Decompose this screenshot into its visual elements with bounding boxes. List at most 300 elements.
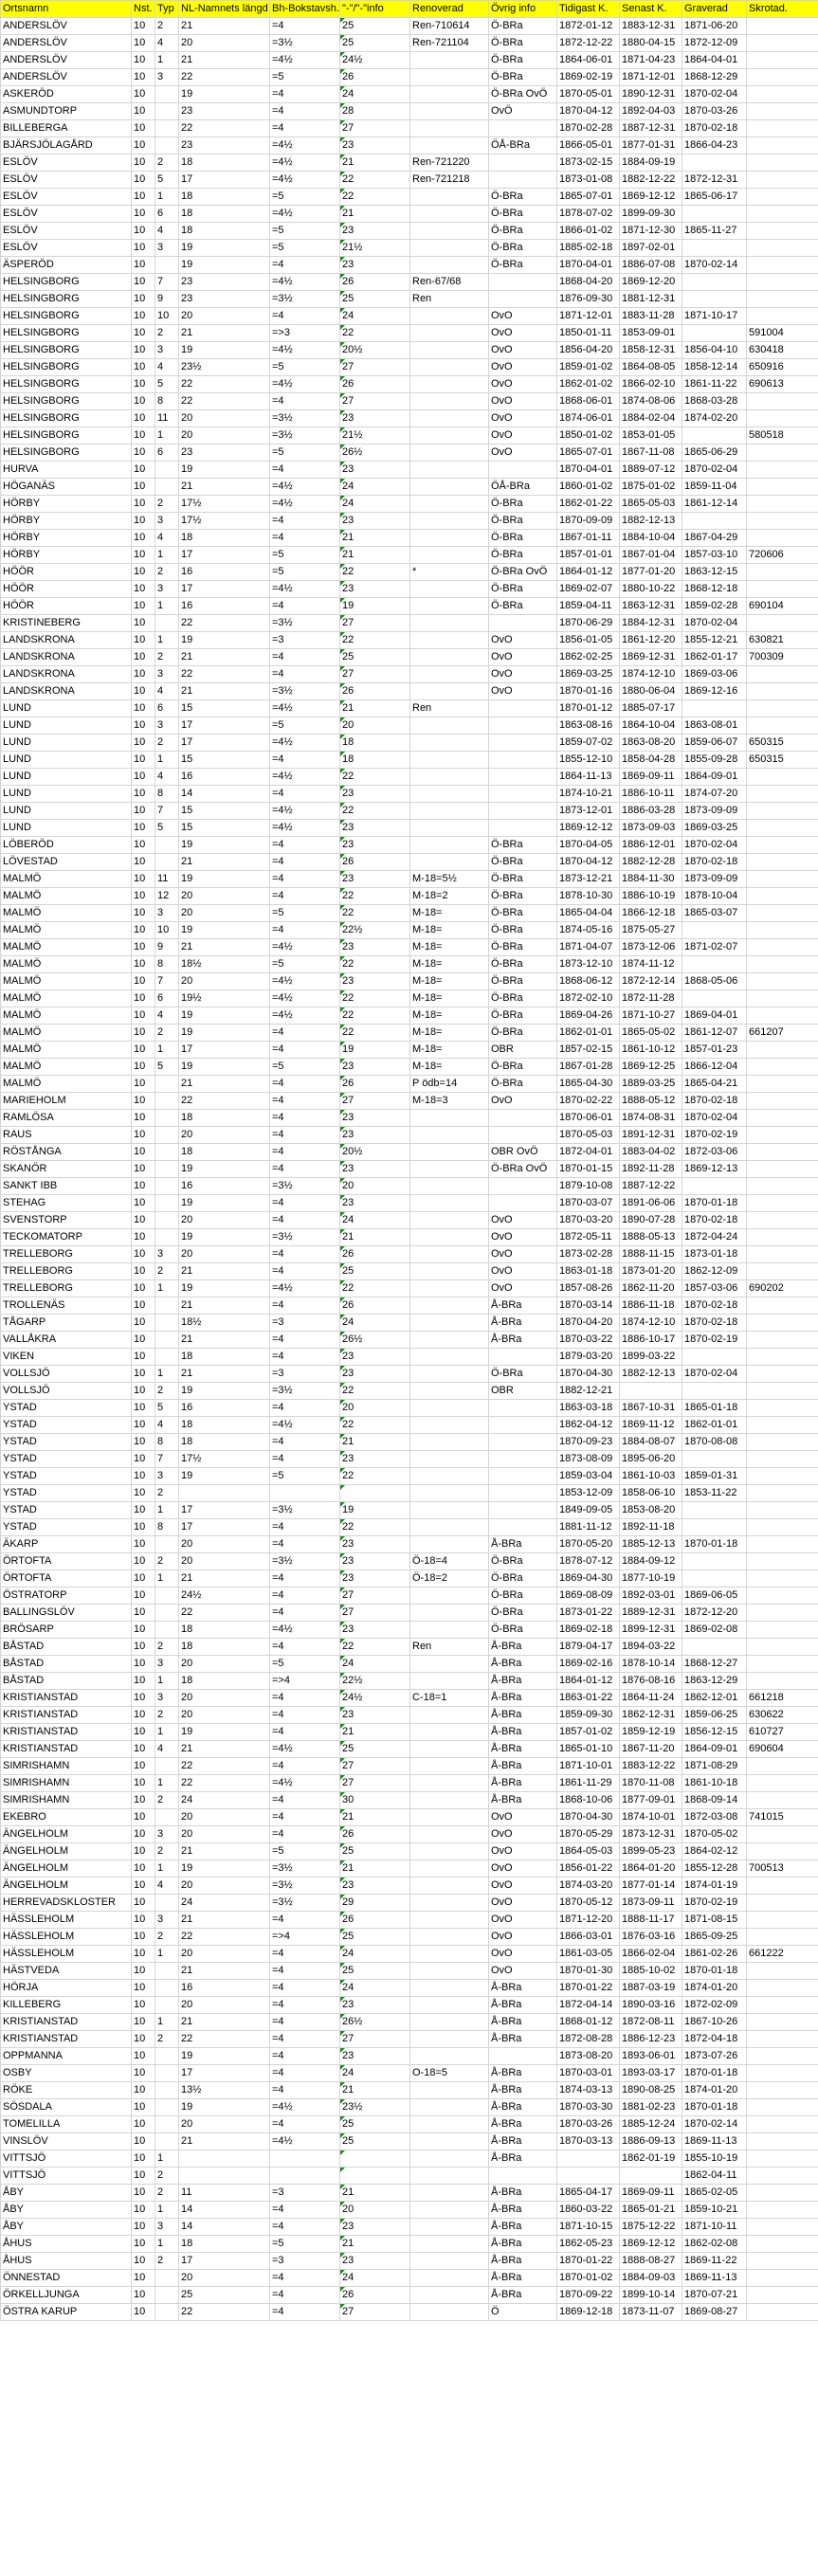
col-senast-cell[interactable]: 1888-11-15 (620, 1246, 682, 1263)
col-skrotad-cell[interactable] (747, 837, 818, 854)
col-senast-cell[interactable] (620, 1383, 682, 1400)
col-ortsnamn-cell[interactable]: HÄSTVEDA (1, 1963, 132, 1980)
col-skrotad-cell[interactable] (747, 2253, 818, 2270)
col-senast-cell[interactable]: 1863-12-31 (620, 598, 682, 615)
col-bh-bokstavsh-cell[interactable]: =4 (270, 1792, 340, 1809)
col-info-cell[interactable]: 25 (340, 2116, 410, 2133)
col-senast-cell[interactable]: 1886-07-08 (620, 257, 682, 274)
col-bh-bokstavsh-cell[interactable]: =3 (270, 632, 340, 649)
col-renoverad-cell[interactable] (410, 2236, 489, 2253)
col-senast-cell[interactable]: 1895-06-20 (620, 1451, 682, 1468)
col-info-cell[interactable]: 23 (340, 1553, 410, 1570)
col-graverad-cell[interactable] (682, 1451, 747, 1468)
col-nl-langd-cell[interactable]: 21 (179, 1263, 270, 1280)
col-bh-bokstavsh-cell[interactable]: =4 (270, 1195, 340, 1212)
col-nl-langd-cell[interactable]: 16 (179, 598, 270, 615)
col-graverad-cell[interactable]: 1862-02-08 (682, 2236, 747, 2253)
col-graverad-cell[interactable]: 1864-02-12 (682, 1843, 747, 1860)
col-ovrig-info-cell[interactable] (489, 1349, 557, 1366)
col-renoverad-cell[interactable]: M-18= (410, 973, 489, 990)
col-info-cell[interactable]: 27 (340, 1775, 410, 1792)
col-ovrig-info-cell[interactable]: OvO (489, 359, 557, 376)
col-ovrig-info-cell[interactable]: Å-BRa (489, 2253, 557, 2270)
col-nl-langd-cell[interactable]: 16 (179, 1400, 270, 1417)
col-tidigast-cell[interactable]: 1870-03-14 (557, 1297, 620, 1315)
col-graverad-cell[interactable]: 1869-06-05 (682, 1587, 747, 1605)
col-tidigast-cell[interactable]: 1870-04-12 (557, 103, 620, 120)
col-ortsnamn-cell[interactable]: HÖGANÄS (1, 479, 132, 496)
col-nst-cell[interactable]: 10 (132, 1195, 155, 1212)
col-typ-cell[interactable]: 4 (155, 683, 179, 700)
col-info-cell[interactable]: 26 (340, 274, 410, 291)
col-graverad-cell[interactable]: 1869-03-06 (682, 666, 747, 683)
col-renoverad-cell[interactable]: C-18=1 (410, 1690, 489, 1707)
col-skrotad-cell[interactable] (747, 240, 818, 257)
col-ortsnamn-cell[interactable]: ÅBY (1, 2202, 132, 2219)
col-renoverad-cell[interactable] (410, 1792, 489, 1809)
col-tidigast-cell[interactable]: 1879-10-08 (557, 1178, 620, 1195)
col-bh-bokstavsh-cell[interactable]: =>4 (270, 1673, 340, 1690)
col-senast-cell[interactable]: 1866-02-04 (620, 1946, 682, 1963)
col-graverad-cell[interactable]: 1856-04-10 (682, 342, 747, 359)
col-nl-langd-cell[interactable]: 17 (179, 172, 270, 189)
col-info-cell[interactable]: 25 (340, 35, 410, 52)
col-typ-cell[interactable] (155, 479, 179, 496)
col-tidigast-cell[interactable]: 1873-12-21 (557, 871, 620, 888)
col-senast-cell[interactable]: 1869-12-20 (620, 274, 682, 291)
col-info-cell[interactable]: 26½ (340, 2014, 410, 2031)
col-senast-cell[interactable]: 1874-12-10 (620, 1315, 682, 1332)
col-graverad-cell[interactable]: 1858-12-14 (682, 359, 747, 376)
col-info-cell[interactable]: 28 (340, 103, 410, 120)
col-graverad-cell[interactable] (682, 1502, 747, 1519)
col-skrotad-cell[interactable] (747, 1042, 818, 1059)
col-ortsnamn-cell[interactable]: LUND (1, 769, 132, 786)
col-info-cell[interactable] (340, 2150, 410, 2168)
col-graverad-cell[interactable]: 1874-01-20 (682, 2082, 747, 2099)
col-ovrig-info-cell[interactable]: OvO (489, 1895, 557, 1912)
col-tidigast-cell[interactable]: 1872-04-14 (557, 1997, 620, 2014)
col-typ-cell[interactable] (155, 1332, 179, 1349)
col-senast-cell[interactable]: 1853-01-05 (620, 427, 682, 444)
col-tidigast-cell[interactable]: 1869-04-30 (557, 1570, 620, 1587)
col-nl-langd-cell[interactable]: 21 (179, 1843, 270, 1860)
col-info-cell[interactable]: 27 (340, 2304, 410, 2321)
col-senast-cell[interactable]: 1884-09-12 (620, 1553, 682, 1570)
col-info-cell[interactable]: 26 (340, 2287, 410, 2304)
col-ortsnamn-cell[interactable]: HELSINGBORG (1, 444, 132, 462)
col-tidigast-cell[interactable]: 1870-05-03 (557, 1127, 620, 1144)
col-nl-langd-cell[interactable]: 19 (179, 2099, 270, 2116)
col-skrotad-cell[interactable] (747, 666, 818, 683)
col-ortsnamn-cell[interactable]: HÖÖR (1, 581, 132, 598)
col-renoverad-cell[interactable] (410, 1519, 489, 1536)
col-bh-bokstavsh-cell[interactable]: =3½ (270, 1229, 340, 1246)
col-tidigast-cell[interactable]: 1874-03-13 (557, 2082, 620, 2099)
col-graverad-cell[interactable]: 1870-02-19 (682, 1895, 747, 1912)
col-renoverad-cell[interactable]: Ren-721218 (410, 172, 489, 189)
col-ovrig-info-cell[interactable]: Ö-BRa (489, 69, 557, 86)
col-info-cell[interactable]: 23 (340, 581, 410, 598)
col-nst-cell[interactable]: 10 (132, 189, 155, 206)
col-info-cell[interactable]: 21 (340, 1434, 410, 1451)
col-tidigast-cell[interactable]: 1850-01-11 (557, 325, 620, 342)
col-nst-cell[interactable]: 10 (132, 956, 155, 973)
col-nl-langd-cell[interactable]: 20 (179, 2116, 270, 2133)
col-skrotad-cell[interactable] (747, 1758, 818, 1775)
col-tidigast-cell[interactable]: 1856-04-20 (557, 342, 620, 359)
col-graverad-cell[interactable]: 1863-08-01 (682, 717, 747, 735)
col-skrotad-cell[interactable] (747, 274, 818, 291)
col-graverad-cell[interactable]: 1865-04-21 (682, 1076, 747, 1093)
col-senast-cell[interactable]: 1888-05-12 (620, 1093, 682, 1110)
col-bh-bokstavsh-cell[interactable]: =4 (270, 120, 340, 137)
col-nl-langd-cell[interactable]: 22 (179, 2304, 270, 2321)
col-typ-cell[interactable] (155, 2304, 179, 2321)
col-graverad-cell[interactable]: 1855-12-28 (682, 1860, 747, 1878)
col-senast-cell[interactable]: 1886-10-17 (620, 1332, 682, 1349)
col-tidigast-cell[interactable]: 1861-03-05 (557, 1946, 620, 1963)
col-info-cell[interactable]: 21 (340, 547, 410, 564)
col-skrotad-cell[interactable] (747, 172, 818, 189)
col-senast-cell[interactable]: 1859-12-19 (620, 1724, 682, 1741)
col-nl-langd-cell[interactable]: 11 (179, 2185, 270, 2202)
col-renoverad-cell[interactable]: M-18= (410, 922, 489, 939)
col-bh-bokstavsh-cell[interactable]: =4 (270, 530, 340, 547)
col-bh-bokstavsh-cell[interactable]: =4 (270, 1263, 340, 1280)
col-nl-langd-cell[interactable]: 17 (179, 2253, 270, 2270)
col-typ-cell[interactable]: 1 (155, 2014, 179, 2031)
col-senast-cell[interactable]: 1893-06-01 (620, 2048, 682, 2065)
col-nst-cell[interactable]: 10 (132, 274, 155, 291)
col-renoverad-cell[interactable]: Ö-18=4 (410, 1553, 489, 1570)
col-nst-cell[interactable]: 10 (132, 1315, 155, 1332)
col-graverad-cell[interactable]: 1870-02-14 (682, 2116, 747, 2133)
col-tidigast-cell[interactable]: 1872-08-28 (557, 2031, 620, 2048)
col-tidigast-cell[interactable]: 1873-08-09 (557, 1451, 620, 1468)
col-ortsnamn-cell[interactable]: ÄNGELHOLM (1, 1843, 132, 1860)
col-ovrig-info-cell[interactable]: Å-BRa (489, 1980, 557, 1997)
col-senast-cell[interactable]: 1892-11-28 (620, 1161, 682, 1178)
col-bh-bokstavsh-cell[interactable] (270, 1485, 340, 1502)
col-nl-langd-cell[interactable]: 14 (179, 2202, 270, 2219)
col-bh-bokstavsh-cell[interactable]: =4 (270, 1724, 340, 1741)
col-nst-cell[interactable]: 10 (132, 939, 155, 956)
col-graverad-cell[interactable]: 1865-06-17 (682, 189, 747, 206)
col-ortsnamn-cell[interactable]: LÖVESTAD (1, 854, 132, 871)
col-typ-cell[interactable]: 7 (155, 973, 179, 990)
col-nst-cell[interactable]: 10 (132, 120, 155, 137)
col-nl-langd-cell[interactable]: 20 (179, 1707, 270, 1724)
col-nst-header[interactable]: Nst. (132, 1, 155, 18)
col-typ-cell[interactable] (155, 257, 179, 274)
col-nst-cell[interactable]: 10 (132, 769, 155, 786)
col-typ-cell[interactable]: 1 (155, 632, 179, 649)
col-typ-cell[interactable] (155, 1536, 179, 1553)
col-ovrig-info-cell[interactable]: Ö-BRa (489, 581, 557, 598)
col-nst-cell[interactable]: 10 (132, 291, 155, 308)
col-graverad-cell[interactable] (682, 1553, 747, 1570)
col-ortsnamn-cell[interactable]: LUND (1, 717, 132, 735)
col-skrotad-cell[interactable] (747, 1297, 818, 1315)
col-bh-bokstavsh-cell[interactable]: =4½ (270, 376, 340, 393)
col-typ-cell[interactable] (155, 615, 179, 632)
col-graverad-cell[interactable]: 1859-06-25 (682, 1707, 747, 1724)
col-nl-langd-cell[interactable]: 19 (179, 1229, 270, 1246)
col-bh-bokstavsh-cell[interactable]: =5 (270, 1843, 340, 1860)
col-typ-cell[interactable] (155, 2116, 179, 2133)
col-info-cell[interactable]: 21 (340, 2082, 410, 2099)
col-skrotad-cell[interactable] (747, 683, 818, 700)
col-nst-cell[interactable]: 10 (132, 2304, 155, 2321)
col-ortsnamn-cell[interactable]: ÖNNESTAD (1, 2270, 132, 2287)
col-skrotad-cell[interactable] (747, 1076, 818, 1093)
col-graverad-cell[interactable]: 1855-10-19 (682, 2150, 747, 2168)
col-senast-cell[interactable]: 1866-02-10 (620, 376, 682, 393)
col-tidigast-cell[interactable]: 1873-12-10 (557, 956, 620, 973)
col-nl-langd-cell[interactable]: 24 (179, 1792, 270, 1809)
col-skrotad-cell[interactable] (747, 154, 818, 172)
col-skrotad-cell[interactable] (747, 393, 818, 410)
col-info-cell[interactable]: 22 (340, 990, 410, 1007)
col-ovrig-info-cell[interactable]: OvO (489, 1263, 557, 1280)
col-graverad-cell[interactable]: 1862-01-17 (682, 649, 747, 666)
col-senast-cell[interactable]: 1873-01-20 (620, 1263, 682, 1280)
col-nst-cell[interactable]: 10 (132, 1366, 155, 1383)
col-typ-cell[interactable]: 1 (155, 547, 179, 564)
col-ortsnamn-cell[interactable]: VITTSJÖ (1, 2168, 132, 2185)
col-renoverad-cell[interactable] (410, 462, 489, 479)
col-nl-langd-cell[interactable]: 19 (179, 1468, 270, 1485)
col-info-cell[interactable]: 24 (340, 1656, 410, 1673)
col-nst-cell[interactable]: 10 (132, 1587, 155, 1605)
col-typ-cell[interactable] (155, 1076, 179, 1093)
col-info-cell[interactable]: 22 (340, 1519, 410, 1536)
col-typ-cell[interactable]: 3 (155, 1912, 179, 1929)
col-nl-langd-cell[interactable]: 18½ (179, 956, 270, 973)
col-tidigast-cell[interactable]: 1876-09-30 (557, 291, 620, 308)
col-typ-cell[interactable] (155, 1895, 179, 1912)
col-tidigast-cell[interactable]: 1857-01-01 (557, 547, 620, 564)
col-renoverad-cell[interactable] (410, 1161, 489, 1178)
col-nst-cell[interactable]: 10 (132, 2219, 155, 2236)
col-skrotad-cell[interactable] (747, 581, 818, 598)
col-tidigast-cell[interactable]: 1872-04-01 (557, 1144, 620, 1161)
col-tidigast-cell[interactable]: 1870-01-30 (557, 1963, 620, 1980)
col-info-cell[interactable]: 23 (340, 462, 410, 479)
col-graverad-cell[interactable]: 1870-02-04 (682, 86, 747, 103)
col-skrotad-cell[interactable] (747, 1502, 818, 1519)
col-nl-langd-cell[interactable]: 20 (179, 1553, 270, 1570)
col-ovrig-info-cell[interactable]: Ö-BRa (489, 496, 557, 513)
col-nst-cell[interactable]: 10 (132, 206, 155, 223)
col-info-cell[interactable]: 26 (340, 1826, 410, 1843)
col-info-cell[interactable]: 26½ (340, 444, 410, 462)
col-nl-langd-cell[interactable]: 17 (179, 717, 270, 735)
col-info-cell[interactable]: 26 (340, 683, 410, 700)
col-renoverad-cell[interactable] (410, 2099, 489, 2116)
col-nl-langd-cell[interactable]: 22 (179, 1929, 270, 1946)
col-ovrig-info-cell[interactable]: Å-BRa (489, 2031, 557, 2048)
col-skrotad-cell[interactable] (747, 1826, 818, 1843)
col-ovrig-info-cell[interactable]: OvO (489, 325, 557, 342)
col-renoverad-cell[interactable] (410, 1434, 489, 1451)
col-graverad-cell[interactable]: 1855-09-28 (682, 752, 747, 769)
col-typ-cell[interactable]: 6 (155, 700, 179, 717)
col-skrotad-cell[interactable] (747, 1178, 818, 1195)
col-nl-langd-cell[interactable]: 18 (179, 1622, 270, 1639)
col-tidigast-cell[interactable]: 1870-03-13 (557, 2133, 620, 2150)
col-ortsnamn-cell[interactable]: ESLÖV (1, 172, 132, 189)
col-skrotad-cell[interactable]: 661222 (747, 1946, 818, 1963)
col-typ-cell[interactable] (155, 137, 179, 154)
col-tidigast-cell[interactable]: 1869-12-12 (557, 820, 620, 837)
col-bh-bokstavsh-cell[interactable]: =4 (270, 1076, 340, 1093)
col-tidigast-cell[interactable]: 1863-01-18 (557, 1263, 620, 1280)
col-info-cell[interactable]: 23 (340, 786, 410, 803)
col-nl-langd-cell[interactable]: 19 (179, 837, 270, 854)
col-renoverad-cell[interactable] (410, 1826, 489, 1843)
col-skrotad-cell[interactable] (747, 1997, 818, 2014)
col-bh-bokstavsh-cell[interactable]: =4½ (270, 206, 340, 223)
col-graverad-cell[interactable]: 1870-02-04 (682, 462, 747, 479)
col-ovrig-info-cell[interactable] (489, 154, 557, 172)
col-info-cell[interactable]: 23 (340, 871, 410, 888)
col-nl-langd-cell[interactable]: 22 (179, 2031, 270, 2048)
col-nst-cell[interactable]: 10 (132, 2168, 155, 2185)
col-info-cell[interactable]: 25 (340, 18, 410, 35)
col-graverad-cell[interactable] (682, 206, 747, 223)
col-renoverad-cell[interactable] (410, 1229, 489, 1246)
col-nst-cell[interactable]: 10 (132, 1246, 155, 1263)
col-typ-cell[interactable]: 2 (155, 2031, 179, 2048)
col-bh-bokstavsh-cell[interactable]: =4 (270, 1570, 340, 1587)
col-nst-cell[interactable]: 10 (132, 1536, 155, 1553)
col-typ-cell[interactable]: 9 (155, 291, 179, 308)
col-skrotad-cell[interactable] (747, 2304, 818, 2321)
col-bh-bokstavsh-cell[interactable]: =4 (270, 786, 340, 803)
col-nl-langd-cell[interactable]: 21 (179, 479, 270, 496)
col-tidigast-cell[interactable]: 1849-09-05 (557, 1502, 620, 1519)
col-renoverad-cell[interactable] (410, 376, 489, 393)
col-nl-langd-cell[interactable]: 19 (179, 1195, 270, 1212)
col-ortsnamn-cell[interactable]: ÄSPERÖD (1, 257, 132, 274)
col-ortsnamn-cell[interactable]: HÄSSLEHOLM (1, 1946, 132, 1963)
col-renoverad-cell[interactable]: Ren (410, 291, 489, 308)
col-ovrig-info-cell[interactable]: Ö-BRa (489, 598, 557, 615)
col-bh-bokstavsh-cell[interactable]: =3½ (270, 35, 340, 52)
col-graverad-cell[interactable]: 1870-08-08 (682, 1434, 747, 1451)
col-bh-bokstavsh-cell[interactable]: =4½ (270, 52, 340, 69)
col-nst-cell[interactable]: 10 (132, 257, 155, 274)
col-info-cell[interactable]: 20½ (340, 342, 410, 359)
col-ovrig-info-cell[interactable]: Å-BRa (489, 2270, 557, 2287)
col-graverad-cell[interactable]: 1870-02-04 (682, 1110, 747, 1127)
col-graverad-cell[interactable] (682, 1519, 747, 1536)
col-renoverad-cell[interactable] (410, 1212, 489, 1229)
col-tidigast-cell[interactable]: 1863-03-18 (557, 1400, 620, 1417)
col-nst-cell[interactable]: 10 (132, 359, 155, 376)
col-ovrig-info-cell[interactable]: Å-BRa (489, 2082, 557, 2099)
col-tidigast-cell[interactable]: 1871-12-01 (557, 308, 620, 325)
col-typ-cell[interactable]: 1 (155, 1775, 179, 1792)
col-bh-bokstavsh-cell[interactable]: =4 (270, 1809, 340, 1826)
col-ortsnamn-header[interactable]: Ortsnamn (1, 1, 132, 18)
col-nl-langd-cell[interactable]: 23 (179, 137, 270, 154)
col-renoverad-cell[interactable] (410, 1263, 489, 1280)
col-ortsnamn-cell[interactable]: ESLÖV (1, 154, 132, 172)
col-tidigast-cell[interactable]: 1857-02-15 (557, 1042, 620, 1059)
col-nst-cell[interactable]: 10 (132, 479, 155, 496)
col-tidigast-cell[interactable]: 1870-05-12 (557, 1895, 620, 1912)
col-senast-cell[interactable]: 1884-11-30 (620, 871, 682, 888)
col-renoverad-cell[interactable] (410, 1144, 489, 1161)
col-typ-cell[interactable]: 6 (155, 444, 179, 462)
col-nl-langd-cell[interactable]: 20 (179, 1246, 270, 1263)
col-graverad-cell[interactable]: 1870-02-04 (682, 1366, 747, 1383)
col-bh-bokstavsh-cell[interactable]: =4 (270, 837, 340, 854)
col-nl-langd-cell[interactable]: 17 (179, 547, 270, 564)
col-typ-cell[interactable]: 4 (155, 35, 179, 52)
col-renoverad-cell[interactable] (410, 2031, 489, 2048)
col-renoverad-cell[interactable] (410, 342, 489, 359)
col-senast-cell[interactable]: 1897-02-01 (620, 240, 682, 257)
col-tidigast-cell[interactable]: 1871-04-07 (557, 939, 620, 956)
col-tidigast-cell[interactable]: 1869-02-18 (557, 1622, 620, 1639)
col-ovrig-info-cell[interactable] (489, 1451, 557, 1468)
col-skrotad-cell[interactable] (747, 803, 818, 820)
col-typ-cell[interactable]: 2 (155, 1639, 179, 1656)
col-nl-langd-cell[interactable]: 21 (179, 649, 270, 666)
col-bh-bokstavsh-cell[interactable]: =3½ (270, 291, 340, 308)
col-tidigast-cell[interactable]: 1869-02-16 (557, 1656, 620, 1673)
col-typ-cell[interactable]: 2 (155, 1792, 179, 1809)
col-graverad-cell[interactable]: 1873-01-18 (682, 1246, 747, 1263)
col-ortsnamn-cell[interactable]: ESLÖV (1, 206, 132, 223)
col-info-cell[interactable]: 18 (340, 735, 410, 752)
col-tidigast-cell[interactable] (557, 2150, 620, 2168)
col-skrotad-cell[interactable] (747, 1980, 818, 1997)
col-tidigast-cell[interactable]: 1870-04-01 (557, 462, 620, 479)
col-graverad-cell[interactable]: 1874-02-20 (682, 410, 747, 427)
col-graverad-cell[interactable]: 1872-04-24 (682, 1229, 747, 1246)
col-bh-bokstavsh-cell[interactable]: =3½ (270, 427, 340, 444)
col-skrotad-cell[interactable]: 650315 (747, 735, 818, 752)
col-tidigast-cell[interactable]: 1870-02-28 (557, 120, 620, 137)
col-renoverad-cell[interactable] (410, 2082, 489, 2099)
col-nl-langd-cell[interactable]: 20 (179, 1826, 270, 1843)
col-skrotad-cell[interactable] (747, 1212, 818, 1229)
col-senast-cell[interactable]: 1886-10-11 (620, 786, 682, 803)
col-tidigast-cell[interactable]: 1859-09-30 (557, 1707, 620, 1724)
col-nst-cell[interactable]: 10 (132, 581, 155, 598)
col-bh-bokstavsh-cell[interactable]: =4 (270, 2065, 340, 2082)
col-info-header[interactable]: "-"/"-"info (340, 1, 410, 18)
col-typ-cell[interactable]: 3 (155, 666, 179, 683)
col-ortsnamn-cell[interactable]: STEHAG (1, 1195, 132, 1212)
col-ortsnamn-cell[interactable]: LUND (1, 820, 132, 837)
col-ovrig-info-header[interactable]: Övrig info (489, 1, 557, 18)
col-renoverad-cell[interactable] (410, 137, 489, 154)
col-graverad-cell[interactable]: 1857-01-23 (682, 1042, 747, 1059)
col-skrotad-cell[interactable] (747, 1656, 818, 1673)
col-info-cell[interactable]: 21½ (340, 240, 410, 257)
col-ovrig-info-cell[interactable]: Å-BRa (489, 1758, 557, 1775)
col-ortsnamn-cell[interactable]: HÖÖR (1, 564, 132, 581)
col-typ-cell[interactable]: 2 (155, 2253, 179, 2270)
col-tidigast-cell[interactable]: 1870-09-22 (557, 2287, 620, 2304)
col-info-cell[interactable]: 22 (340, 325, 410, 342)
